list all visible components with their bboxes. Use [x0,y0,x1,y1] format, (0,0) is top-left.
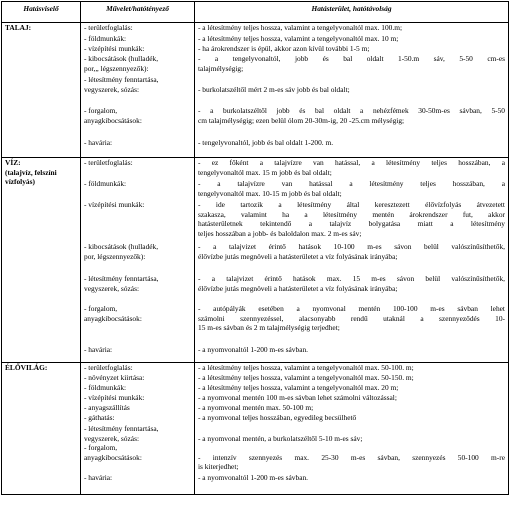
area-item [198,393,505,403]
activity-line: vegyszerek, sózás: [84,283,139,293]
area-item [198,54,505,75]
activity-line: - földmunkák: [84,34,127,43]
activity-item [84,44,191,54]
section-row [2,158,509,363]
activity-line: - vízépítési munkák: [84,393,145,402]
area-cell [195,158,509,363]
area-item [198,403,505,413]
area-line: élővízbe jutás megnöveli a hatásterületet a víz folyásának irányába; [198,251,398,261]
activity-item [84,383,191,393]
area-line: hatásterületnek tekintendő a talajvíz bolygatása miatt a létesítmény [198,219,505,229]
area-line: - a nyomvonal mentén max. 50-100 m; [198,403,314,412]
area-item [198,363,505,373]
area-item [198,242,505,274]
receptor-cell [2,23,81,158]
area-line: - ez főként a talajvízre van hatással, a létesítmény teljes hosszában, a [198,158,505,167]
header-row [2,2,509,23]
receptor-name: VÍZ: [5,158,21,167]
activity-line: - növényzet kiirtása: [84,373,145,382]
area-line [198,443,505,453]
area-cell [195,363,509,495]
activity-line: vegyszerek, sózás: [84,84,139,94]
area-line: - a létesítmény teljes hossza, valamint a tengelyvonaltól max. 100.m; [198,23,403,32]
activity-line: - havária: [84,138,113,147]
area-line: is kiterjedhet; [198,462,239,472]
area-item [198,304,505,345]
activity-item [84,443,191,473]
section-row [2,23,509,158]
area-line: - a nyomvonaltól 1-200 m-es sávban. [198,345,309,354]
activity-item [84,242,191,274]
area-line: cm talajmélységig; ezen belül ólom 20-30m-ig, 20 -25.cm mélységig; [198,115,405,125]
receptor-name: ÉLŐVILÁG: [5,363,48,372]
area-line: - autópályák esetében a nyomvonal mentén 100-100 m-es sávban lehet [198,304,505,313]
activity-line: - forgalom, [84,106,118,115]
activity-item [84,274,191,304]
activity-item [84,23,191,34]
activity-item [84,75,191,106]
activity-line: - kibocsátások (hulladék, [84,242,159,251]
activity-line: - vízépítési munkák: [84,200,145,209]
activity-item [84,179,191,200]
area-item [198,473,505,494]
area-item [198,106,505,138]
area-line: talajmélységig; [198,63,244,73]
activity-line: - létesítmény fenntartása, [84,424,159,433]
area-line: - ide tartozik a létesítmény által keresztezett élővízfolyás átvezetett [198,200,505,209]
area-line: - a létesítmény teljes hossza, valamint a tengelyvonaltól max. 20 m; [198,383,399,392]
area-item [198,23,505,34]
area-line: - a talajvizet érintő hatások max. 15 m-es sávon belül valószínűsíthetők, [198,274,505,283]
area-item [198,200,505,242]
area-line: 15 m-es sávban és 2 m talajmélységig terjedhet; [198,323,340,333]
activity-item [84,403,191,413]
impact-area-table [1,1,509,495]
activity-item [84,413,191,424]
area-line: - a nyomvonal mentén, a burkolatszéltől 5-10 m-es sáv; [198,433,363,443]
activity-line: - vízépítési munkák: [84,44,145,53]
activity-item [84,158,191,179]
area-line: tengelyvonaltól max. 15 m jobb és bal oldalt; [198,167,332,177]
area-item [198,274,505,304]
area-line: szakasza, valamint ha a létesítmény mentén árokrendszer fut, akkor [198,209,505,219]
area-item [198,179,505,200]
activity-line: - létesítmény fenntartása, [84,75,159,84]
area-line: - ha árokrendszer is épül, akkor azon kívül további 1-5 m; [198,44,370,53]
area-line: - burkolatszéltől mért 2 m-es sáv jobb és bal oldalt; [198,84,350,94]
area-line [198,75,505,85]
activity-item [84,363,191,373]
area-item [198,424,505,443]
header-activity: Művelet/hatótényező [81,2,195,23]
area-line [198,424,505,434]
area-line: teljes hosszában a jobb- és baloldalon max. 2 m-es sáv; [198,228,362,238]
area-line: - a tengelyvonaltól, jobb és bal oldalt 1-50.m sáv, 5-50 cm-es [198,54,505,63]
activity-item [84,345,191,362]
area-line: - a talajvizet érintő hatások 10-100 m-es sávon belül valószínűsíthetők, [198,242,505,251]
area-line: - a nyomvonal teljes hosszában, egyedileg becsülhető [198,413,357,422]
area-line: - a nyomvonaltól 1-200 m-es sávban. [198,473,309,482]
activity-item [84,34,191,44]
area-item [198,158,505,179]
activity-cell [81,363,195,495]
activity-line: - területfoglalás: [84,158,133,167]
activity-item [84,373,191,383]
area-item [198,443,505,473]
activity-line: - havária: [84,345,113,354]
activity-item [84,200,191,242]
area-item [198,383,505,393]
area-item [198,345,505,362]
activity-line: - földmunkák: [84,179,127,188]
header-area: Hatásterület, hatótávolság [195,2,509,23]
activity-line: - anyagszállítás [84,403,130,412]
activity-line: - területfoglalás: [84,23,133,32]
activity-line: anyagkibocsátások: [84,313,142,323]
area-line: élővízbe jutás megnöveli a hatásterületet a víz folyásának irányába; [198,283,398,293]
area-item [198,34,505,44]
activity-line: - földmunkák: [84,383,127,392]
area-line: - a létesítmény teljes hossza, valamint a tengelyvonaltól max. 50-150. m; [198,373,414,382]
section-row [2,363,509,495]
activity-item [84,473,191,494]
activity-line: por, légszennyezők): [84,251,146,261]
activity-line: - havária: [84,473,113,482]
receptor-subtitle: (talajvíz, felszíni vízfolyás) [5,167,57,187]
activity-item [84,138,191,157]
activity-cell [81,23,195,158]
area-item [198,373,505,383]
area-cell [195,23,509,158]
activity-cell [81,158,195,363]
area-line: - a létesítmény teljes hossza, valamint a tengelyvonaltól max. 10 m; [198,34,399,43]
area-line: - tengelyvonaltól, jobb és bal oldalt 1-200. m. [198,138,334,147]
header-receptor: Hatásviselő [2,2,81,23]
activity-line: - forgalom, [84,304,118,313]
area-line: - a nyomvonal mentén 100 m-es sávban lehet számolni változással; [198,393,397,402]
area-line: - a burkolatszéltől jobb és bal oldalt a nehézfémek 30-50m-es sávban, 5-50 [198,106,505,115]
area-item [198,44,505,54]
area-line: - intenzív szennyezés max. 25-30 m-es sávban, szennyezés 50-100 m-re [198,452,505,462]
activity-item [84,304,191,345]
activity-line: por,„ légszennyezők): [84,63,149,73]
receptor-cell [2,158,81,363]
receptor-name: TALAJ: [5,23,32,32]
area-line: - a talajvízre van hatással a létesítmény teljes hosszában, a [198,179,505,188]
activity-line: anyagkibocsátások: [84,115,142,125]
area-item [198,75,505,106]
area-line: - a létesítmény teljes hossza, valamint a tengelyvonaltól max. 50-100. m; [198,363,414,372]
receptor-cell [2,363,81,495]
area-item [198,138,505,157]
activity-line: - létesítmény fenntartása, [84,274,159,283]
activity-line: - gáthatás: [84,413,115,422]
activity-item [84,393,191,403]
activity-line: anyagkibocsátások: [84,452,142,462]
activity-item [84,54,191,75]
activity-line: - területfoglalás: [84,363,133,372]
activity-line: - kibocsátások (hulladék, [84,54,159,63]
area-line: tengelyvonaltól max. 10-15 m jobb és bal oldalt; [198,188,342,198]
area-line: számolni szennyezéssel, alacsonyabb rendű utaknál a szennyeződés 10- [198,313,505,323]
activity-line: vegyszerek, sózás: [84,433,139,443]
activity-item [84,424,191,443]
area-item [198,413,505,424]
activity-item [84,106,191,138]
activity-line: - forgalom, [84,443,118,452]
